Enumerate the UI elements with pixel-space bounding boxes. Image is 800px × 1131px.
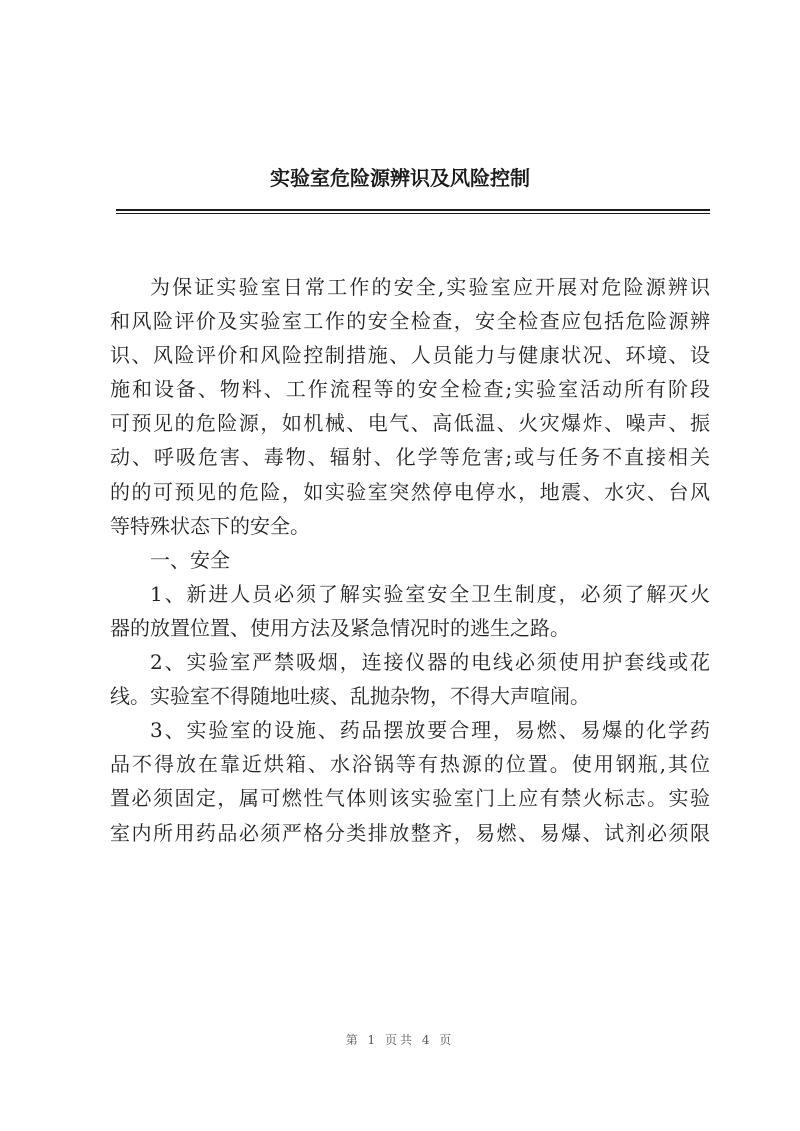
paragraph-line: 1、新进人员必须了解实验室安全卫生制度，必须了解灭火 bbox=[150, 581, 710, 606]
paragraph-line: 2、实验室严禁吸烟，连接仪器的电线必须使用护套线或花 bbox=[150, 650, 710, 675]
paragraph-line: 室内所用药品必须严格分类排放整齐，易燃、易爆、试剂必须限 bbox=[110, 820, 710, 845]
paragraph-line: 识、风险评价和风险控制措施、人员能力与健康状况、环境、设 bbox=[110, 343, 710, 368]
paragraph-line: 等特殊状态下的安全。 bbox=[110, 513, 310, 538]
title-divider-thick bbox=[116, 209, 710, 211]
section-heading: 一、安全 bbox=[150, 547, 230, 572]
page-footer: 第 1 页共 4 页 bbox=[345, 1033, 455, 1047]
paragraph-line: 线。实验室不得随地吐痰、乱抛杂物，不得大声喧闹。 bbox=[110, 684, 590, 709]
paragraph-line: 为保证实验室日常工作的安全,实验室应开展对危险源辨识 bbox=[150, 275, 710, 299]
paragraph-line: 可预见的危险源，如机械、电气、高低温、火灾爆炸、噪声、振 bbox=[110, 411, 710, 436]
paragraph-line: 和风险评价及实验室工作的安全检查，安全检查应包括危险源辨 bbox=[110, 309, 710, 334]
paragraph-line: 器的放置位置、使用方法及紧急情况时的逃生之路。 bbox=[110, 615, 570, 640]
paragraph-line: 品不得放在靠近烘箱、水浴锅等有热源的位置。使用钢瓶,其位 bbox=[110, 752, 710, 777]
paragraph-line: 置必须固定，属可燃性气体则该实验室门上应有禁火标志。实验 bbox=[110, 786, 710, 811]
paragraph-line: 的的可预见的危险，如实验室突然停电停水，地震、水灾、台风 bbox=[110, 479, 710, 504]
paragraph-line: 施和设备、物料、工作流程等的安全检查;实验室活动所有阶段 bbox=[110, 377, 710, 402]
title-divider-thin bbox=[116, 213, 710, 214]
document-body bbox=[110, 270, 710, 850]
paragraph-line: 3、实验室的设施、药品摆放要合理，易燃、易爆的化学药 bbox=[150, 718, 710, 743]
document-title: 实验室危险源辨识及风险控制 bbox=[270, 166, 530, 190]
paragraph-line: 动、呼吸危害、毒物、辐射、化学等危害;或与任务不直接相关 bbox=[110, 445, 710, 470]
